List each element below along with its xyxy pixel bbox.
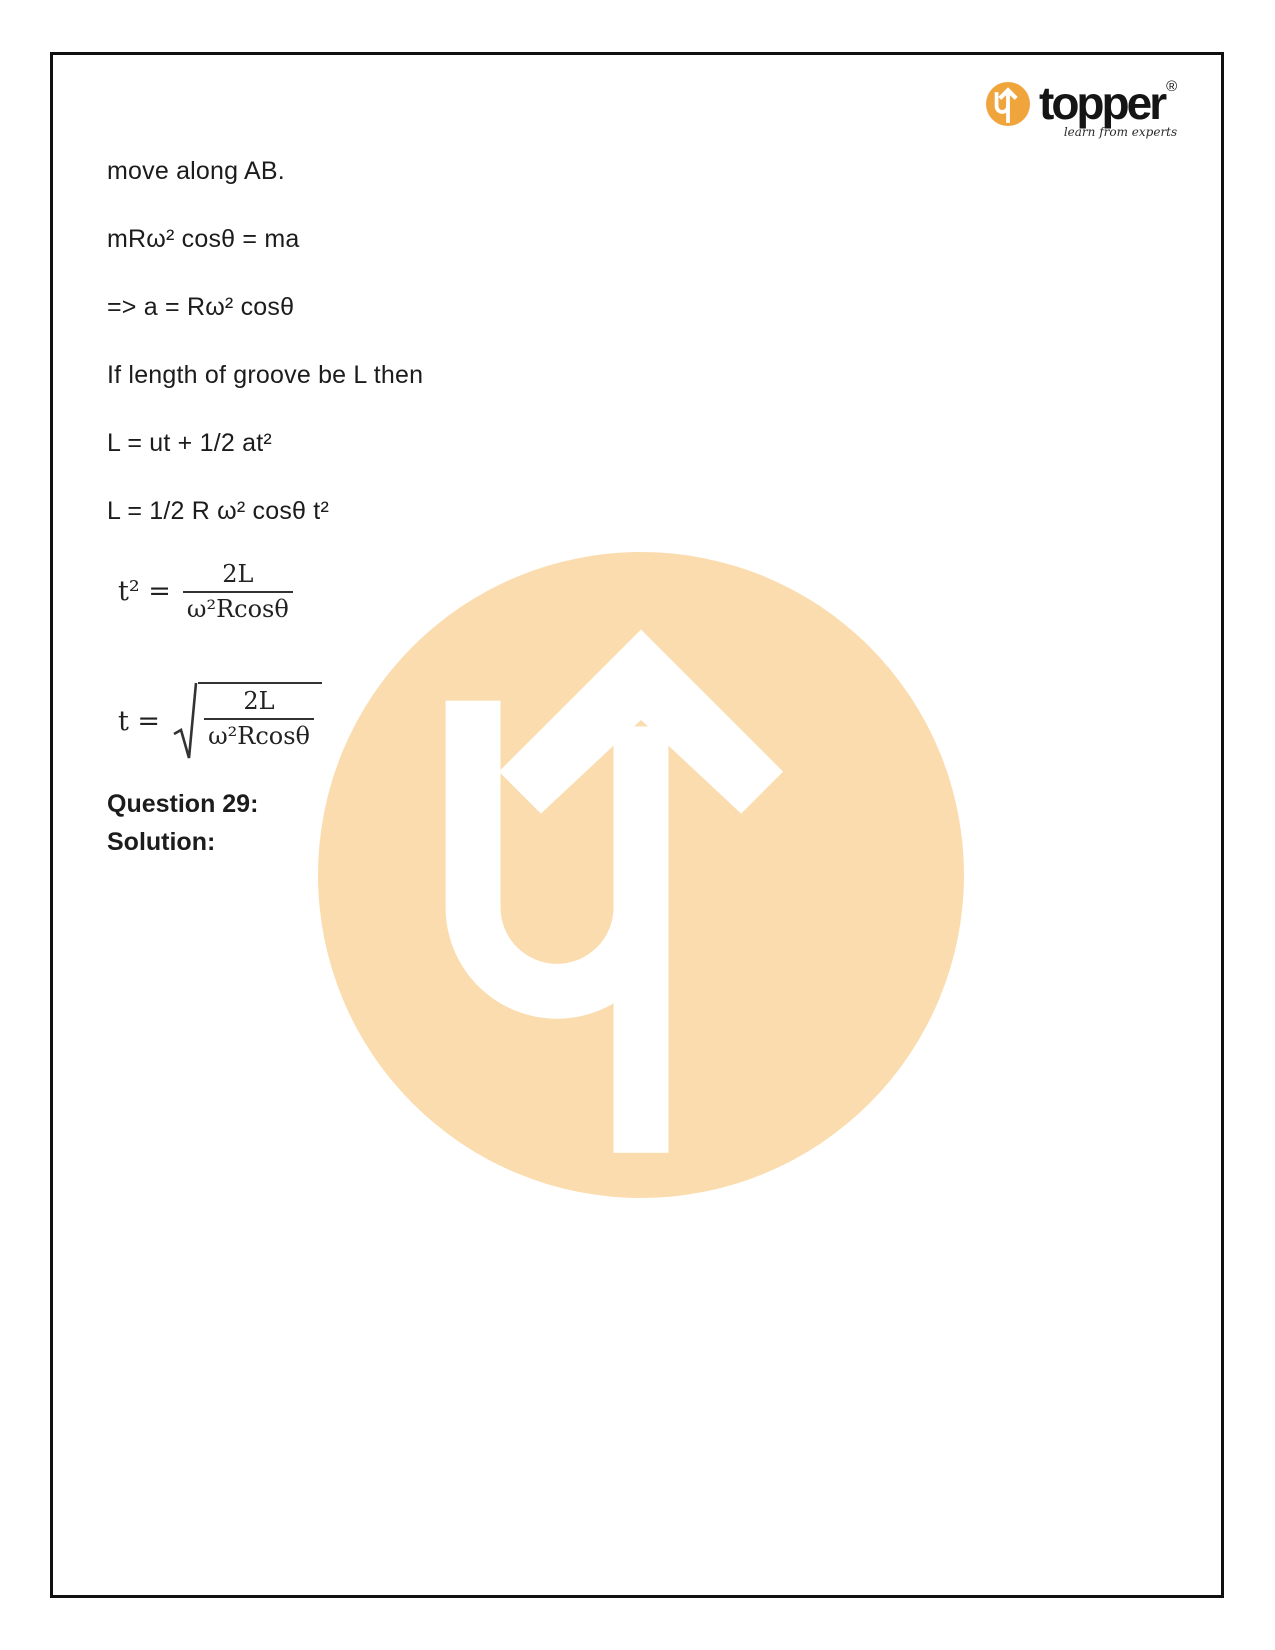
text-line: If length of groove be L then bbox=[107, 361, 424, 389]
brand-wordmark: topper bbox=[1039, 77, 1165, 129]
registered-trademark-icon: ® bbox=[1166, 78, 1178, 95]
fraction-numerator: 2L bbox=[204, 687, 314, 720]
radical-sign-icon bbox=[172, 680, 198, 762]
text-line: => a = Rω² cosθ bbox=[107, 293, 295, 321]
page-border bbox=[50, 52, 1224, 1598]
fraction bbox=[204, 687, 314, 751]
text-line: mRω² cosθ = ma bbox=[107, 225, 300, 253]
text-line: L = ut + 1/2 at² bbox=[107, 429, 272, 457]
brand-tagline: learn from experts bbox=[1063, 125, 1178, 139]
solution-heading: Solution: bbox=[107, 828, 216, 856]
brand-logo bbox=[986, 77, 1178, 139]
fraction bbox=[183, 560, 293, 624]
brand-row bbox=[1039, 77, 1178, 129]
radicand bbox=[198, 682, 322, 751]
text-line: move along AB. bbox=[107, 157, 285, 185]
fraction-numerator: 2L bbox=[183, 560, 293, 593]
fraction-denominator: ω²Rcosθ bbox=[186, 594, 289, 623]
u-arrow-icon bbox=[986, 82, 1030, 126]
square-root bbox=[172, 680, 322, 762]
equation-lhs: t = bbox=[118, 705, 161, 737]
question-heading: Question 29: bbox=[107, 790, 259, 818]
equation-t bbox=[118, 680, 322, 762]
brand-logo-mark bbox=[986, 82, 1030, 126]
text-line: L = 1/2 R ω² cosθ t² bbox=[107, 497, 329, 525]
brand-text-block bbox=[1039, 77, 1178, 139]
equation-t-squared bbox=[118, 560, 293, 624]
fraction-denominator: ω²Rcosθ bbox=[208, 721, 310, 750]
equation-lhs: t² = bbox=[118, 576, 171, 608]
